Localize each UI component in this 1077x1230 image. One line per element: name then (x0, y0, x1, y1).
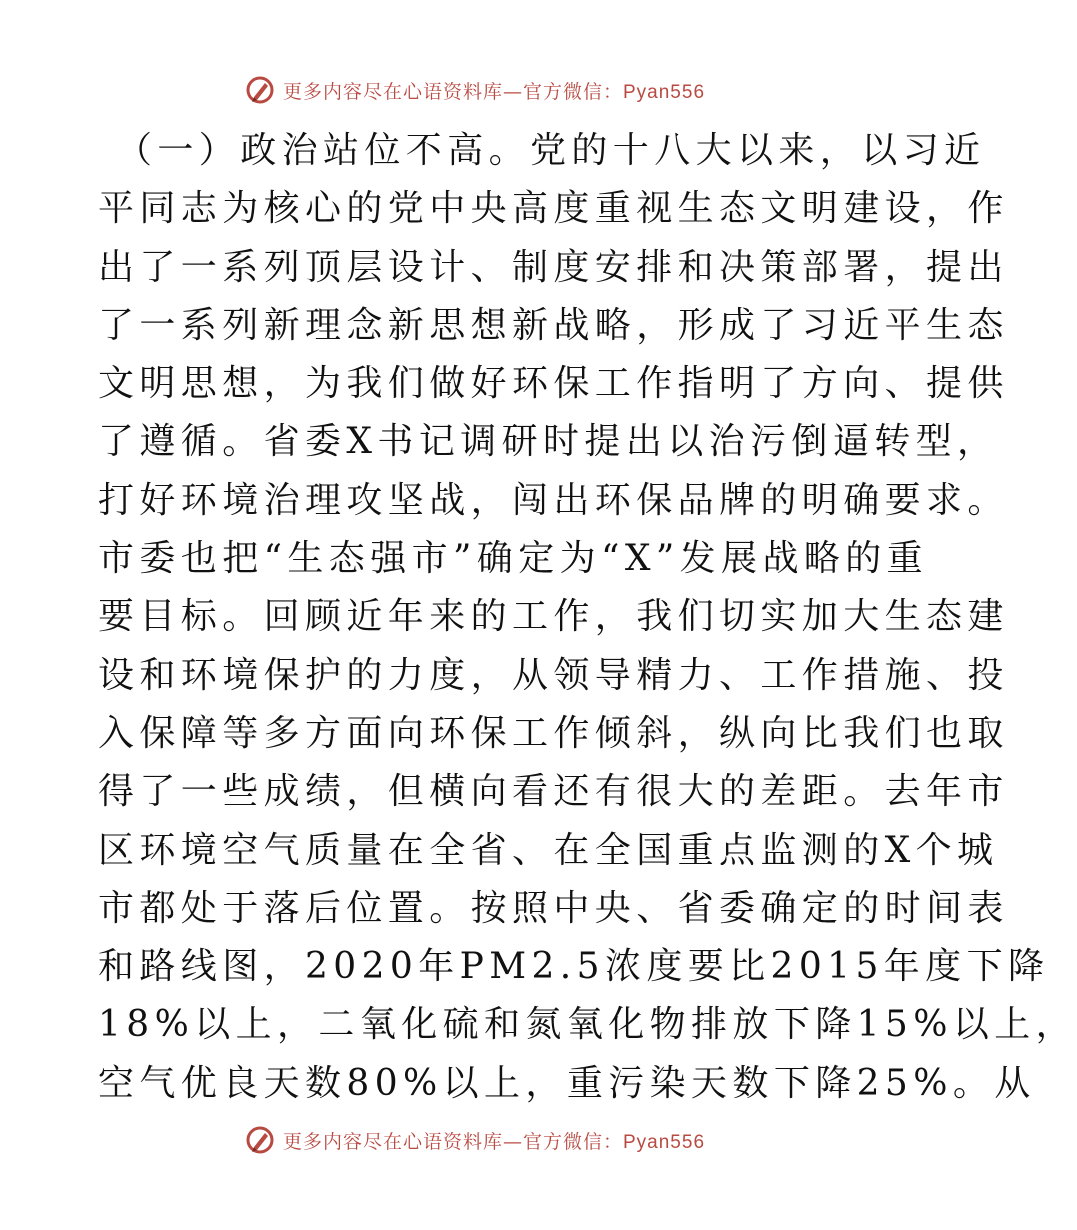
text-line: 出了一系列顶层设计、制度安排和决策部署，提出 (98, 246, 1009, 288)
pen-circle-logo-icon (245, 75, 275, 105)
text-line: 得了一些成绩，但横向看还有很大的差距。去年市 (98, 771, 1009, 813)
watermark-text: 更多内容尽在心语资料库—官方微信：Pyan556 (282, 80, 706, 103)
text-line: 入保障等多方面向环保工作倾斜，纵向比我们也取 (98, 712, 1009, 754)
footer-watermark (0, 1122, 950, 1158)
watermark-text: 更多内容尽在心语资料库—官方微信：Pyan556 (282, 1130, 706, 1153)
text-line: （一）政治站位不高。党的十八大以来，以习近 (116, 130, 986, 171)
text-line: 了一系列新理念新思想新战略，形成了习近平生态 (98, 304, 1009, 346)
pen-circle-logo-icon (245, 1125, 275, 1155)
wechat-id: Pyan556 (623, 81, 706, 103)
header-watermark (0, 72, 950, 108)
text-line: 市委也把“生态强市”确定为“X”发展战略的重 (98, 538, 929, 580)
text-line: 要目标。回顾近年来的工作，我们切实加大生态建 (98, 596, 1009, 638)
text-line: 18%以上，二氧化硫和氮氧化物排放下降15%以上， (98, 1004, 1077, 1046)
wechat-id: Pyan556 (623, 1131, 706, 1153)
text-line: 平同志为核心的党中央高度重视生态文明建设，作 (98, 188, 1009, 230)
text-line: 设和环境保护的力度，从领导精力、工作措施、投 (98, 654, 1009, 696)
text-line: 和路线图，2020年PM2.5浓度要比2015年度下降 (98, 946, 1050, 988)
text-line: 空气优良天数80%以上，重污染天数下降25%。从 (98, 1062, 1036, 1104)
text-line: 了遵循。省委X书记调研时提出以治污倒逼转型， (98, 421, 999, 463)
text-line: 区环境空气质量在全省、在全国重点监测的X个城 (98, 829, 999, 871)
text-line: 市都处于落后位置。按照中央、省委确定的时间表 (98, 887, 1009, 929)
text-line: 打好环境治理攻坚战，闯出环保品牌的明确要求。 (98, 479, 1009, 521)
text-line: 文明思想，为我们做好环保工作指明了方向、提供 (98, 363, 1009, 405)
body-paragraph (98, 122, 1077, 1113)
